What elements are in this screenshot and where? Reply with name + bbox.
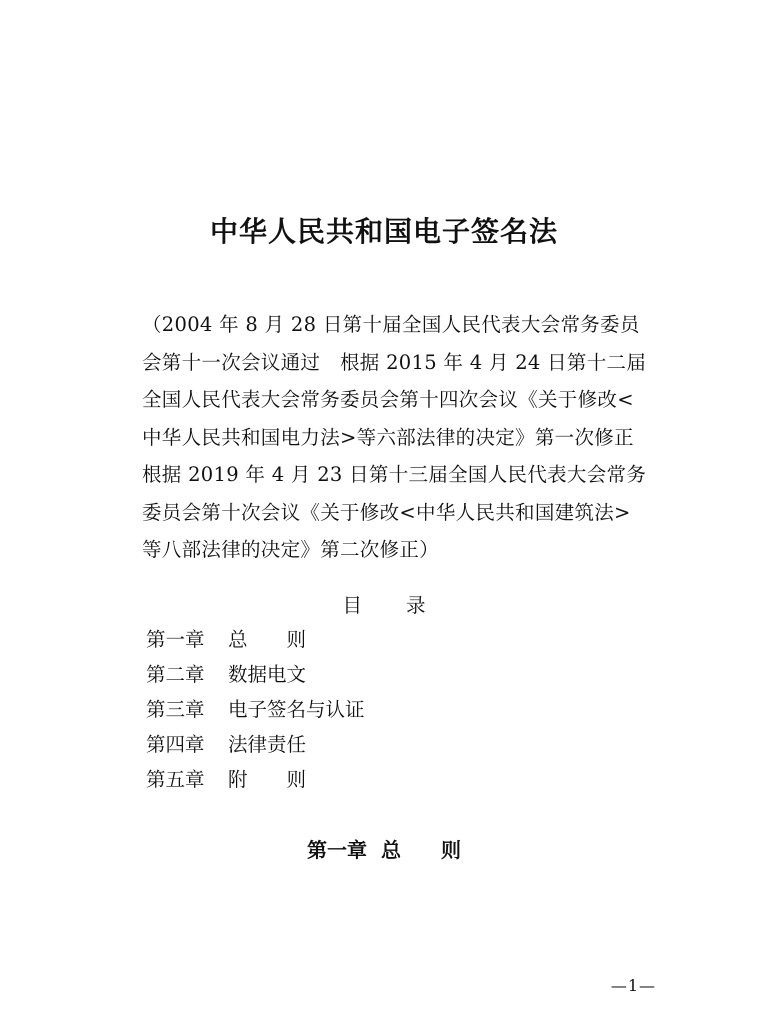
toc-item-name: 总 则: [228, 628, 307, 651]
preamble-line: 根据 2019 年 4 月 23 日第十三届全国人民代表大会常务: [142, 463, 647, 486]
toc-heading-left: 目: [342, 594, 362, 617]
preamble-line: 委员会第十次会议《关于修改<中华人民共和国建筑法>: [142, 500, 631, 524]
toc-item-chapter: 第二章: [146, 663, 205, 686]
toc-item: [146, 692, 365, 727]
document-title: 中华人民共和国电子签名法: [209, 215, 558, 248]
preamble-line: 中华人民共和国电力法>等六部法律的决定》第一次修正: [142, 425, 634, 449]
chapter-heading-number: 第一章: [307, 838, 367, 862]
toc-item-name: 附 则: [228, 768, 307, 791]
chapter-heading: [0, 834, 768, 863]
table-of-contents: [146, 622, 365, 797]
toc-item-chapter: 第三章: [146, 698, 205, 721]
page-number: —1—: [610, 976, 656, 995]
toc-item: [146, 727, 365, 762]
toc-heading: [0, 590, 768, 618]
toc-item-chapter: 第五章: [146, 768, 205, 791]
toc-item-chapter: 第四章: [146, 733, 205, 756]
toc-item: [146, 657, 365, 692]
toc-item-chapter: 第一章: [146, 628, 205, 651]
preamble-line: 会第十一次会议通过 根据 2015 年 4 月 24 日第十二届: [142, 350, 647, 374]
preamble: [142, 306, 647, 569]
toc-item-name: 电子签名与认证: [228, 698, 365, 721]
chapter-heading-name: 总 则: [381, 838, 461, 862]
preamble-line: 等八部法律的决定》第二次修正）: [142, 538, 440, 561]
toc-item-name: 法律责任: [228, 733, 307, 756]
preamble-line: （2004 年 8 月 28 日第十届全国人民代表大会常务委员: [142, 313, 640, 336]
toc-item-name: 数据电文: [228, 663, 307, 686]
toc-item: [146, 762, 365, 797]
toc-heading-right: 录: [406, 594, 426, 617]
toc-item: [146, 622, 365, 657]
preamble-line: 全国人民代表大会常务委员会第十四次会议《关于修改<: [142, 388, 634, 411]
